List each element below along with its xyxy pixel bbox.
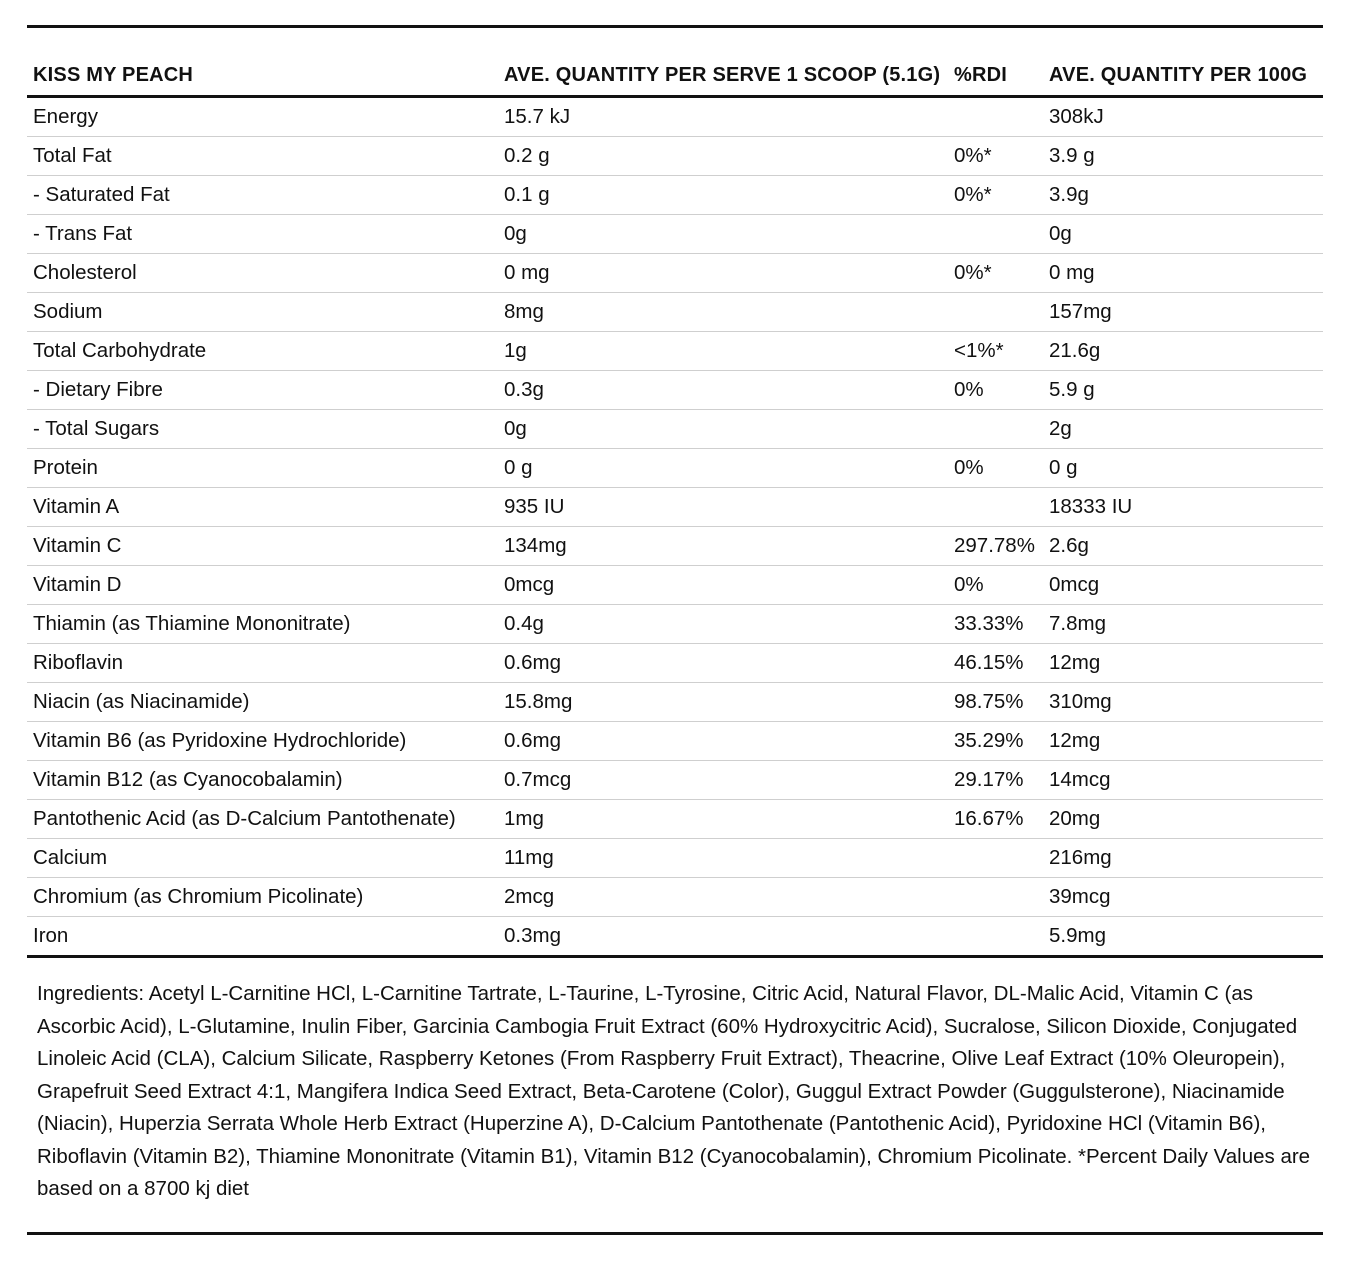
per-100g-cell: 3.9 g xyxy=(1043,137,1323,176)
per-serve-cell: 134mg xyxy=(498,527,948,566)
table-row xyxy=(27,293,1323,332)
per-100g-cell: 3.9g xyxy=(1043,176,1323,215)
rdi-cell: 35.29% xyxy=(948,722,1043,761)
per-100g-cell: 0mcg xyxy=(1043,566,1323,605)
per-100g-cell: 39mcg xyxy=(1043,878,1323,917)
header-per-serve: AVE. QUANTITY PER SERVE 1 SCOOP (5.1G) xyxy=(498,27,948,97)
per-100g-cell: 14mcg xyxy=(1043,761,1323,800)
table-row xyxy=(27,137,1323,176)
nutrient-name-cell: Total Carbohydrate xyxy=(27,332,498,371)
per-100g-cell: 0 mg xyxy=(1043,254,1323,293)
rdi-cell: 16.67% xyxy=(948,800,1043,839)
rdi-cell xyxy=(948,839,1043,878)
nutrient-name-cell: Pantothenic Acid (as D-Calcium Pantothenate) xyxy=(27,800,498,839)
nutrient-name-cell: Vitamin C xyxy=(27,527,498,566)
rdi-cell xyxy=(948,293,1043,332)
table-header-row xyxy=(27,27,1323,97)
rdi-cell: 46.15% xyxy=(948,644,1043,683)
per-100g-cell: 216mg xyxy=(1043,839,1323,878)
table-row xyxy=(27,800,1323,839)
table-row xyxy=(27,683,1323,722)
rdi-cell: 0% xyxy=(948,449,1043,488)
ingredients-text: Ingredients: Acetyl L-Carnitine HCl, L-Carnitine Tartrate, L-Taurine, L-Tyrosine, Citric Acid, Natural Flavor, DL-Malic Acid, Vitamin C (as Ascorbic Acid), L-Glutamine, Inulin Fiber, Garcinia Cambogia Fruit Extract (60% Hydroxycitric Acid), Sucralose, Silicon Dioxide, Conjugated Linoleic Acid (CLA), Calcium Silicate, Raspberry Ketones (From Raspberry Fruit Extract), Theacrine, Olive Leaf Extract (10% Oleuropein), Grapefruit Seed Extract 4:1, Mangifera Indica Seed Extract, Beta-Carotene (Color), Guggul Extract Powder (Guggulsterone), Niacinamide (Niacin), Huperzia Serrata Whole Herb Extract (Huperzine A), D-Calcium Pantothenate (Pantothenic Acid), Pyridoxine HCl (Vitamin B6), Riboflavin (Vitamin B2), Thiamine Mononitrate (Vitamin B1), Vitamin B12 (Cyanocobalamin), Chromium Picolinate. *Percent Daily Values are based on a 8700 kj diet xyxy=(37,982,1311,1200)
per-serve-cell: 1mg xyxy=(498,800,948,839)
rdi-cell xyxy=(948,917,1043,957)
rdi-cell: 33.33% xyxy=(948,605,1043,644)
rdi-cell: 0%* xyxy=(948,254,1043,293)
per-serve-cell: 0.3mg xyxy=(504,924,561,947)
per-serve-cell: 0mcg xyxy=(498,566,948,605)
table-row xyxy=(27,605,1323,644)
nutrient-name-cell: Cholesterol xyxy=(27,254,498,293)
table-row xyxy=(27,761,1323,800)
nutrition-panel xyxy=(27,25,1323,1226)
per-serve-cell: 935 IU xyxy=(498,488,948,527)
table-row xyxy=(27,176,1323,215)
per-serve-cell: 0 mg xyxy=(498,254,948,293)
per-100g-cell: 310mg xyxy=(1043,683,1323,722)
nutrient-name-cell: Vitamin A xyxy=(27,488,498,527)
nutrition-table-body xyxy=(27,97,1323,957)
table-row xyxy=(27,878,1323,917)
rdi-cell: 0% xyxy=(948,371,1043,410)
table-row xyxy=(27,722,1323,761)
table-row xyxy=(27,839,1323,878)
bottom-divider xyxy=(27,1232,1323,1235)
per-serve-cell: 0.7mcg xyxy=(498,761,948,800)
nutrient-name-cell: Vitamin D xyxy=(27,566,498,605)
per-serve-cell: 0 g xyxy=(498,449,948,488)
per-serve-cell: 15.7 kJ xyxy=(498,97,948,137)
nutrient-name-cell: - Dietary Fibre xyxy=(27,371,498,410)
table-row xyxy=(27,410,1323,449)
per-100g-cell: 7.8mg xyxy=(1043,605,1323,644)
nutrition-table xyxy=(27,25,1323,958)
rdi-cell: <1%* xyxy=(948,332,1043,371)
table-row xyxy=(27,527,1323,566)
header-rdi: %RDI xyxy=(948,27,1043,97)
per-100g-cell: 5.9mg xyxy=(1049,924,1106,947)
per-100g-cell: 308kJ xyxy=(1043,97,1323,137)
per-serve-cell: 0.2 g xyxy=(498,137,948,176)
per-100g-cell: 157mg xyxy=(1043,293,1323,332)
rdi-cell: 0% xyxy=(948,566,1043,605)
per-serve-cell: 0.3g xyxy=(498,371,948,410)
table-row xyxy=(27,215,1323,254)
header-per-100g: AVE. QUANTITY PER 100G xyxy=(1043,27,1323,97)
header-product-name: KISS MY PEACH xyxy=(27,27,498,97)
nutrient-name-cell: Thiamin (as Thiamine Mononitrate) xyxy=(27,605,498,644)
rdi-cell xyxy=(948,488,1043,527)
table-row xyxy=(27,449,1323,488)
per-100g-cell: 0g xyxy=(1043,215,1323,254)
table-row xyxy=(27,488,1323,527)
per-serve-cell: 0.6mg xyxy=(498,722,948,761)
per-100g-cell: 2.6g xyxy=(1043,527,1323,566)
per-100g-cell: 0 g xyxy=(1043,449,1323,488)
rdi-cell: 297.78% xyxy=(948,527,1043,566)
nutrient-name-cell: Vitamin B6 (as Pyridoxine Hydrochloride) xyxy=(27,722,498,761)
nutrient-name-cell: Protein xyxy=(27,449,498,488)
table-row xyxy=(27,566,1323,605)
per-serve-cell: 0.1 g xyxy=(498,176,948,215)
rdi-cell: 0%* xyxy=(948,137,1043,176)
per-serve-cell: 1g xyxy=(498,332,948,371)
nutrient-name-cell: - Total Sugars xyxy=(27,410,498,449)
per-serve-cell: 11mg xyxy=(498,839,948,878)
nutrient-name-cell: Energy xyxy=(27,97,498,137)
rdi-cell: 98.75% xyxy=(948,683,1043,722)
nutrient-name-cell: Sodium xyxy=(27,293,498,332)
table-row xyxy=(27,97,1323,137)
per-serve-cell: 0.6mg xyxy=(498,644,948,683)
per-100g-cell: 2g xyxy=(1043,410,1323,449)
nutrient-name-cell: Vitamin B12 (as Cyanocobalamin) xyxy=(27,761,498,800)
rdi-cell xyxy=(948,215,1043,254)
per-serve-cell: 2mcg xyxy=(498,878,948,917)
table-row xyxy=(27,917,1323,957)
nutrient-name-cell: - Saturated Fat xyxy=(27,176,498,215)
table-row xyxy=(27,254,1323,293)
table-row xyxy=(27,371,1323,410)
table-row xyxy=(27,332,1323,371)
rdi-cell xyxy=(948,878,1043,917)
rdi-cell: 0%* xyxy=(948,176,1043,215)
per-100g-cell: 18333 IU xyxy=(1043,488,1323,527)
rdi-cell xyxy=(948,97,1043,137)
nutrient-name-cell: Riboflavin xyxy=(27,644,498,683)
per-serve-cell: 15.8mg xyxy=(498,683,948,722)
per-serve-cell: 0.4g xyxy=(498,605,948,644)
nutrient-name-cell: Total Fat xyxy=(27,137,498,176)
per-100g-cell: 12mg xyxy=(1043,722,1323,761)
rdi-cell xyxy=(948,410,1043,449)
per-serve-cell: 0g xyxy=(498,410,948,449)
per-100g-cell: 12mg xyxy=(1043,644,1323,683)
nutrient-name-cell: Niacin (as Niacinamide) xyxy=(27,683,498,722)
per-100g-cell: 21.6g xyxy=(1043,332,1323,371)
per-100g-cell: 5.9 g xyxy=(1043,371,1323,410)
nutrient-name-cell: Calcium xyxy=(27,839,498,878)
per-serve-cell: 8mg xyxy=(498,293,948,332)
rdi-cell: 29.17% xyxy=(948,761,1043,800)
table-row xyxy=(27,644,1323,683)
nutrient-name-cell: Iron xyxy=(33,924,69,947)
per-100g-cell: 20mg xyxy=(1043,800,1323,839)
per-serve-cell: 0g xyxy=(498,215,948,254)
nutrient-name-cell: - Trans Fat xyxy=(27,215,498,254)
nutrient-name-cell: Chromium (as Chromium Picolinate) xyxy=(27,878,498,917)
